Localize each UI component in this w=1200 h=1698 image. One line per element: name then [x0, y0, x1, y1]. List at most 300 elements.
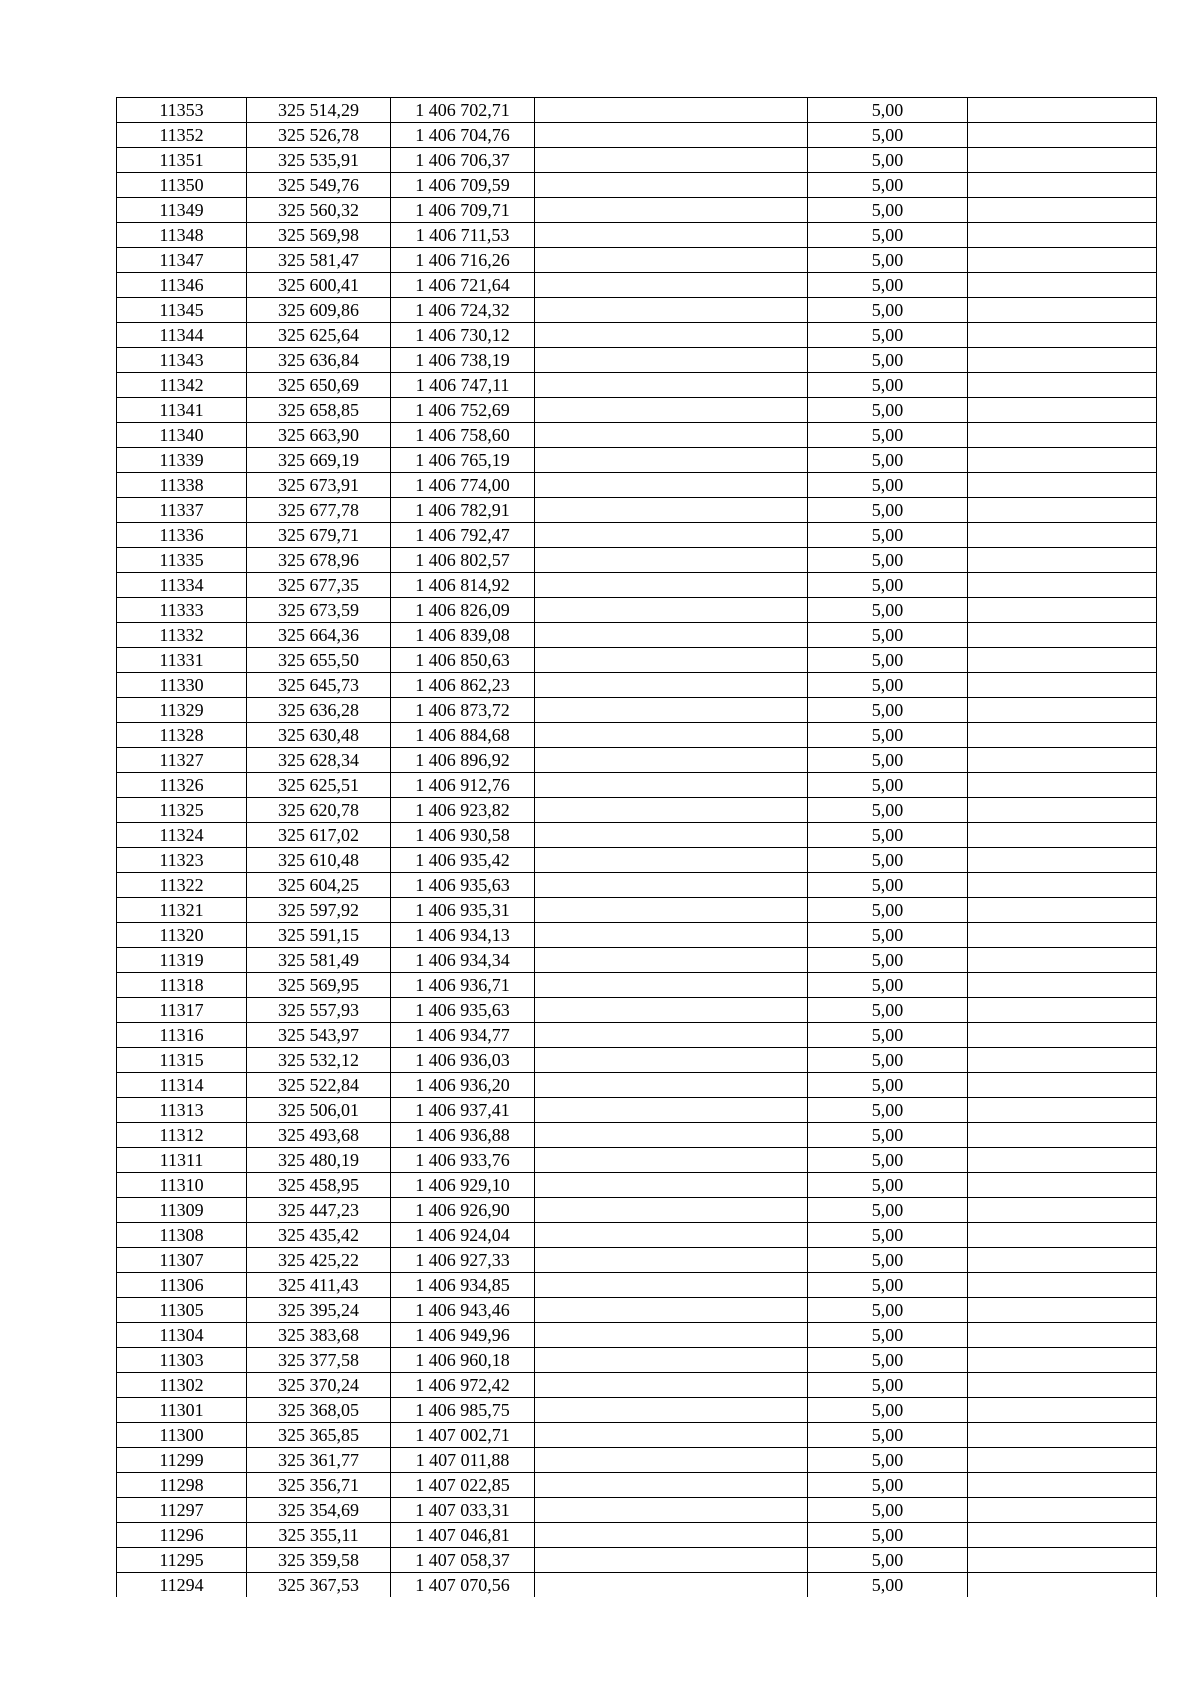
accuracy-value-cell: 5,00	[808, 573, 968, 598]
x-coordinate-cell: 325 377,58	[247, 1348, 391, 1373]
x-coordinate-cell: 325 581,47	[247, 248, 391, 273]
table-row	[117, 573, 1157, 598]
point-number-cell: 11351	[117, 148, 247, 173]
empty-cell	[968, 923, 1157, 948]
x-coordinate-cell: 325 370,24	[247, 1373, 391, 1398]
table-row	[117, 823, 1157, 848]
empty-cell	[968, 823, 1157, 848]
empty-cell	[535, 948, 808, 973]
y-coordinate-cell: 1 406 826,09	[391, 598, 535, 623]
accuracy-value-cell: 5,00	[808, 498, 968, 523]
point-number-cell: 11310	[117, 1173, 247, 1198]
empty-cell	[535, 623, 808, 648]
empty-cell	[535, 898, 808, 923]
x-coordinate-cell: 325 628,34	[247, 748, 391, 773]
table-row	[117, 773, 1157, 798]
accuracy-value-cell: 5,00	[808, 1198, 968, 1223]
empty-cell	[968, 248, 1157, 273]
table-row	[117, 123, 1157, 148]
x-coordinate-cell: 325 354,69	[247, 1498, 391, 1523]
point-number-cell: 11294	[117, 1573, 247, 1598]
table-row	[117, 398, 1157, 423]
empty-cell	[535, 723, 808, 748]
y-coordinate-cell: 1 406 936,20	[391, 1073, 535, 1098]
y-coordinate-cell: 1 406 709,71	[391, 198, 535, 223]
empty-cell	[968, 873, 1157, 898]
x-coordinate-cell: 325 549,76	[247, 173, 391, 198]
x-coordinate-cell: 325 411,43	[247, 1273, 391, 1298]
y-coordinate-cell: 1 406 774,00	[391, 473, 535, 498]
table-row	[117, 423, 1157, 448]
y-coordinate-cell: 1 406 724,32	[391, 298, 535, 323]
table-row	[117, 1298, 1157, 1323]
accuracy-value-cell: 5,00	[808, 1273, 968, 1298]
y-coordinate-cell: 1 406 862,23	[391, 673, 535, 698]
point-number-cell: 11321	[117, 898, 247, 923]
table-row	[117, 848, 1157, 873]
accuracy-value-cell: 5,00	[808, 348, 968, 373]
x-coordinate-cell: 325 673,59	[247, 598, 391, 623]
accuracy-value-cell: 5,00	[808, 1548, 968, 1573]
empty-cell	[535, 748, 808, 773]
y-coordinate-cell: 1 407 011,88	[391, 1448, 535, 1473]
empty-cell	[968, 598, 1157, 623]
empty-cell	[968, 1048, 1157, 1073]
x-coordinate-cell: 325 609,86	[247, 298, 391, 323]
table-row	[117, 198, 1157, 223]
empty-cell	[968, 1073, 1157, 1098]
point-number-cell: 11332	[117, 623, 247, 648]
table-row	[117, 873, 1157, 898]
empty-cell	[535, 823, 808, 848]
x-coordinate-cell: 325 526,78	[247, 123, 391, 148]
empty-cell	[968, 973, 1157, 998]
empty-cell	[535, 323, 808, 348]
accuracy-value-cell: 5,00	[808, 523, 968, 548]
point-number-cell: 11338	[117, 473, 247, 498]
y-coordinate-cell: 1 406 839,08	[391, 623, 535, 648]
x-coordinate-cell: 325 395,24	[247, 1298, 391, 1323]
table-row	[117, 248, 1157, 273]
empty-cell	[968, 298, 1157, 323]
accuracy-value-cell: 5,00	[808, 1073, 968, 1098]
x-coordinate-cell: 325 506,01	[247, 1098, 391, 1123]
accuracy-value-cell: 5,00	[808, 398, 968, 423]
x-coordinate-cell: 325 620,78	[247, 798, 391, 823]
y-coordinate-cell: 1 406 747,11	[391, 373, 535, 398]
y-coordinate-cell: 1 406 933,76	[391, 1148, 535, 1173]
x-coordinate-cell: 325 625,64	[247, 323, 391, 348]
empty-cell	[968, 348, 1157, 373]
point-number-cell: 11298	[117, 1473, 247, 1498]
point-number-cell: 11328	[117, 723, 247, 748]
empty-cell	[968, 273, 1157, 298]
x-coordinate-cell: 325 493,68	[247, 1123, 391, 1148]
empty-cell	[968, 548, 1157, 573]
x-coordinate-cell: 325 569,98	[247, 223, 391, 248]
accuracy-value-cell: 5,00	[808, 1248, 968, 1273]
table-row	[117, 523, 1157, 548]
x-coordinate-cell: 325 597,92	[247, 898, 391, 923]
table-row	[117, 748, 1157, 773]
x-coordinate-cell: 325 356,71	[247, 1473, 391, 1498]
table-row	[117, 1198, 1157, 1223]
empty-cell	[968, 1548, 1157, 1573]
point-number-cell: 11318	[117, 973, 247, 998]
x-coordinate-cell: 325 645,73	[247, 673, 391, 698]
point-number-cell: 11312	[117, 1123, 247, 1148]
empty-cell	[535, 798, 808, 823]
x-coordinate-cell: 325 677,78	[247, 498, 391, 523]
point-number-cell: 11344	[117, 323, 247, 348]
table-row	[117, 1573, 1157, 1598]
empty-cell	[968, 773, 1157, 798]
empty-cell	[968, 473, 1157, 498]
empty-cell	[535, 1523, 808, 1548]
table-row	[117, 173, 1157, 198]
empty-cell	[535, 198, 808, 223]
empty-cell	[535, 1448, 808, 1473]
empty-cell	[968, 1523, 1157, 1548]
table-row	[117, 373, 1157, 398]
empty-cell	[968, 173, 1157, 198]
x-coordinate-cell: 325 591,15	[247, 923, 391, 948]
empty-cell	[968, 223, 1157, 248]
x-coordinate-cell: 325 581,49	[247, 948, 391, 973]
table-row	[117, 448, 1157, 473]
y-coordinate-cell: 1 406 765,19	[391, 448, 535, 473]
point-number-cell: 11304	[117, 1323, 247, 1348]
empty-cell	[535, 1348, 808, 1373]
empty-cell	[535, 598, 808, 623]
x-coordinate-cell: 325 625,51	[247, 773, 391, 798]
point-number-cell: 11331	[117, 648, 247, 673]
point-number-cell: 11319	[117, 948, 247, 973]
table-row	[117, 473, 1157, 498]
x-coordinate-cell: 325 664,36	[247, 623, 391, 648]
accuracy-value-cell: 5,00	[808, 1098, 968, 1123]
table-row	[117, 948, 1157, 973]
table-row	[117, 1448, 1157, 1473]
x-coordinate-cell: 325 677,35	[247, 573, 391, 598]
table-row	[117, 1348, 1157, 1373]
y-coordinate-cell: 1 406 716,26	[391, 248, 535, 273]
point-number-cell: 11324	[117, 823, 247, 848]
y-coordinate-cell: 1 406 935,63	[391, 873, 535, 898]
empty-cell	[535, 773, 808, 798]
x-coordinate-cell: 325 435,42	[247, 1223, 391, 1248]
table-row	[117, 798, 1157, 823]
empty-cell	[968, 373, 1157, 398]
x-coordinate-cell: 325 655,50	[247, 648, 391, 673]
table-row	[117, 1273, 1157, 1298]
table-row	[117, 598, 1157, 623]
accuracy-value-cell: 5,00	[808, 698, 968, 723]
accuracy-value-cell: 5,00	[808, 1123, 968, 1148]
empty-cell	[535, 373, 808, 398]
x-coordinate-cell: 325 367,53	[247, 1573, 391, 1598]
table-row	[117, 623, 1157, 648]
point-number-cell: 11337	[117, 498, 247, 523]
y-coordinate-cell: 1 406 935,42	[391, 848, 535, 873]
accuracy-value-cell: 5,00	[808, 748, 968, 773]
empty-cell	[968, 1573, 1157, 1598]
point-number-cell: 11353	[117, 98, 247, 123]
accuracy-value-cell: 5,00	[808, 798, 968, 823]
accuracy-value-cell: 5,00	[808, 823, 968, 848]
x-coordinate-cell: 325 650,69	[247, 373, 391, 398]
y-coordinate-cell: 1 406 721,64	[391, 273, 535, 298]
empty-cell	[535, 1148, 808, 1173]
empty-cell	[968, 1248, 1157, 1273]
x-coordinate-cell: 325 630,48	[247, 723, 391, 748]
empty-cell	[535, 1298, 808, 1323]
empty-cell	[535, 1248, 808, 1273]
accuracy-value-cell: 5,00	[808, 373, 968, 398]
empty-cell	[535, 1548, 808, 1573]
point-number-cell: 11302	[117, 1373, 247, 1398]
empty-cell	[968, 1398, 1157, 1423]
x-coordinate-cell: 325 532,12	[247, 1048, 391, 1073]
empty-cell	[968, 198, 1157, 223]
accuracy-value-cell: 5,00	[808, 273, 968, 298]
y-coordinate-cell: 1 406 985,75	[391, 1398, 535, 1423]
accuracy-value-cell: 5,00	[808, 1448, 968, 1473]
table-row	[117, 1073, 1157, 1098]
empty-cell	[968, 1348, 1157, 1373]
point-number-cell: 11322	[117, 873, 247, 898]
point-number-cell: 11330	[117, 673, 247, 698]
y-coordinate-cell: 1 406 934,77	[391, 1023, 535, 1048]
y-coordinate-cell: 1 407 002,71	[391, 1423, 535, 1448]
empty-cell	[535, 1073, 808, 1098]
y-coordinate-cell: 1 406 927,33	[391, 1248, 535, 1273]
empty-cell	[535, 1273, 808, 1298]
accuracy-value-cell: 5,00	[808, 673, 968, 698]
accuracy-value-cell: 5,00	[808, 323, 968, 348]
point-number-cell: 11342	[117, 373, 247, 398]
x-coordinate-cell: 325 569,95	[247, 973, 391, 998]
point-number-cell: 11316	[117, 1023, 247, 1048]
accuracy-value-cell: 5,00	[808, 473, 968, 498]
accuracy-value-cell: 5,00	[808, 1573, 968, 1598]
empty-cell	[968, 1423, 1157, 1448]
empty-cell	[968, 98, 1157, 123]
x-coordinate-cell: 325 678,96	[247, 548, 391, 573]
x-coordinate-cell: 325 557,93	[247, 998, 391, 1023]
empty-cell	[535, 448, 808, 473]
empty-cell	[535, 523, 808, 548]
table-row	[117, 1023, 1157, 1048]
y-coordinate-cell: 1 406 934,34	[391, 948, 535, 973]
empty-cell	[968, 1473, 1157, 1498]
point-number-cell: 11301	[117, 1398, 247, 1423]
table-row	[117, 1248, 1157, 1273]
table-row	[117, 1173, 1157, 1198]
y-coordinate-cell: 1 406 711,53	[391, 223, 535, 248]
table-row	[117, 548, 1157, 573]
empty-cell	[535, 123, 808, 148]
x-coordinate-cell: 325 543,97	[247, 1023, 391, 1048]
empty-cell	[535, 1173, 808, 1198]
empty-cell	[535, 1098, 808, 1123]
empty-cell	[968, 1298, 1157, 1323]
point-number-cell: 11311	[117, 1148, 247, 1173]
point-number-cell: 11350	[117, 173, 247, 198]
x-coordinate-cell: 325 636,28	[247, 698, 391, 723]
empty-cell	[535, 573, 808, 598]
point-number-cell: 11314	[117, 1073, 247, 1098]
accuracy-value-cell: 5,00	[808, 1148, 968, 1173]
empty-cell	[968, 898, 1157, 923]
empty-cell	[968, 123, 1157, 148]
point-number-cell: 11349	[117, 198, 247, 223]
accuracy-value-cell: 5,00	[808, 173, 968, 198]
table-row	[117, 148, 1157, 173]
empty-cell	[535, 423, 808, 448]
empty-cell	[535, 173, 808, 198]
point-number-cell: 11297	[117, 1498, 247, 1523]
accuracy-value-cell: 5,00	[808, 1173, 968, 1198]
accuracy-value-cell: 5,00	[808, 648, 968, 673]
y-coordinate-cell: 1 406 972,42	[391, 1373, 535, 1398]
empty-cell	[968, 623, 1157, 648]
coordinates-table	[116, 97, 1157, 1597]
x-coordinate-cell: 325 355,11	[247, 1523, 391, 1548]
y-coordinate-cell: 1 406 802,57	[391, 548, 535, 573]
point-number-cell: 11348	[117, 223, 247, 248]
empty-cell	[535, 1398, 808, 1423]
y-coordinate-cell: 1 406 702,71	[391, 98, 535, 123]
point-number-cell: 11323	[117, 848, 247, 873]
x-coordinate-cell: 325 535,91	[247, 148, 391, 173]
point-number-cell: 11309	[117, 1198, 247, 1223]
x-coordinate-cell: 325 359,58	[247, 1548, 391, 1573]
table-row	[117, 1548, 1157, 1573]
x-coordinate-cell: 325 604,25	[247, 873, 391, 898]
point-number-cell: 11341	[117, 398, 247, 423]
y-coordinate-cell: 1 406 884,68	[391, 723, 535, 748]
empty-cell	[968, 1223, 1157, 1248]
empty-cell	[968, 148, 1157, 173]
empty-cell	[968, 423, 1157, 448]
empty-cell	[535, 1373, 808, 1398]
empty-cell	[968, 723, 1157, 748]
empty-cell	[968, 398, 1157, 423]
x-coordinate-cell: 325 480,19	[247, 1148, 391, 1173]
y-coordinate-cell: 1 407 022,85	[391, 1473, 535, 1498]
x-coordinate-cell: 325 361,77	[247, 1448, 391, 1473]
table-row	[117, 898, 1157, 923]
accuracy-value-cell: 5,00	[808, 98, 968, 123]
empty-cell	[968, 648, 1157, 673]
y-coordinate-cell: 1 406 709,59	[391, 173, 535, 198]
empty-cell	[968, 1373, 1157, 1398]
table-row	[117, 1523, 1157, 1548]
accuracy-value-cell: 5,00	[808, 998, 968, 1023]
table-row	[117, 1048, 1157, 1073]
point-number-cell: 11299	[117, 1448, 247, 1473]
accuracy-value-cell: 5,00	[808, 198, 968, 223]
empty-cell	[535, 398, 808, 423]
accuracy-value-cell: 5,00	[808, 623, 968, 648]
x-coordinate-cell: 325 383,68	[247, 1323, 391, 1348]
accuracy-value-cell: 5,00	[808, 1423, 968, 1448]
empty-cell	[535, 1573, 808, 1598]
coordinates-table-wrapper	[116, 97, 1157, 1597]
empty-cell	[535, 248, 808, 273]
y-coordinate-cell: 1 407 046,81	[391, 1523, 535, 1548]
empty-cell	[968, 1148, 1157, 1173]
table-row	[117, 98, 1157, 123]
accuracy-value-cell: 5,00	[808, 773, 968, 798]
y-coordinate-cell: 1 406 930,58	[391, 823, 535, 848]
accuracy-value-cell: 5,00	[808, 548, 968, 573]
accuracy-value-cell: 5,00	[808, 248, 968, 273]
empty-cell	[535, 1423, 808, 1448]
y-coordinate-cell: 1 406 949,96	[391, 1323, 535, 1348]
accuracy-value-cell: 5,00	[808, 948, 968, 973]
point-number-cell: 11335	[117, 548, 247, 573]
empty-cell	[968, 698, 1157, 723]
point-number-cell: 11339	[117, 448, 247, 473]
table-row	[117, 323, 1157, 348]
point-number-cell: 11336	[117, 523, 247, 548]
empty-cell	[968, 798, 1157, 823]
empty-cell	[535, 223, 808, 248]
point-number-cell: 11334	[117, 573, 247, 598]
y-coordinate-cell: 1 406 936,88	[391, 1123, 535, 1148]
empty-cell	[535, 1023, 808, 1048]
x-coordinate-cell: 325 673,91	[247, 473, 391, 498]
empty-cell	[968, 1273, 1157, 1298]
y-coordinate-cell: 1 406 934,13	[391, 923, 535, 948]
accuracy-value-cell: 5,00	[808, 223, 968, 248]
table-row	[117, 998, 1157, 1023]
point-number-cell: 11352	[117, 123, 247, 148]
empty-cell	[535, 1323, 808, 1348]
point-number-cell: 11320	[117, 923, 247, 948]
empty-cell	[968, 498, 1157, 523]
x-coordinate-cell: 325 600,41	[247, 273, 391, 298]
x-coordinate-cell: 325 522,84	[247, 1073, 391, 1098]
empty-cell	[535, 1473, 808, 1498]
y-coordinate-cell: 1 406 923,82	[391, 798, 535, 823]
empty-cell	[535, 98, 808, 123]
empty-cell	[968, 1498, 1157, 1523]
accuracy-value-cell: 5,00	[808, 1023, 968, 1048]
table-row	[117, 298, 1157, 323]
accuracy-value-cell: 5,00	[808, 1348, 968, 1373]
empty-cell	[535, 923, 808, 948]
empty-cell	[968, 573, 1157, 598]
x-coordinate-cell: 325 669,19	[247, 448, 391, 473]
empty-cell	[968, 1448, 1157, 1473]
y-coordinate-cell: 1 406 929,10	[391, 1173, 535, 1198]
y-coordinate-cell: 1 407 058,37	[391, 1548, 535, 1573]
x-coordinate-cell: 325 663,90	[247, 423, 391, 448]
empty-cell	[968, 748, 1157, 773]
accuracy-value-cell: 5,00	[808, 898, 968, 923]
y-coordinate-cell: 1 406 730,12	[391, 323, 535, 348]
empty-cell	[535, 548, 808, 573]
x-coordinate-cell: 325 617,02	[247, 823, 391, 848]
y-coordinate-cell: 1 406 758,60	[391, 423, 535, 448]
x-coordinate-cell: 325 610,48	[247, 848, 391, 873]
accuracy-value-cell: 5,00	[808, 1498, 968, 1523]
point-number-cell: 11305	[117, 1298, 247, 1323]
accuracy-value-cell: 5,00	[808, 448, 968, 473]
